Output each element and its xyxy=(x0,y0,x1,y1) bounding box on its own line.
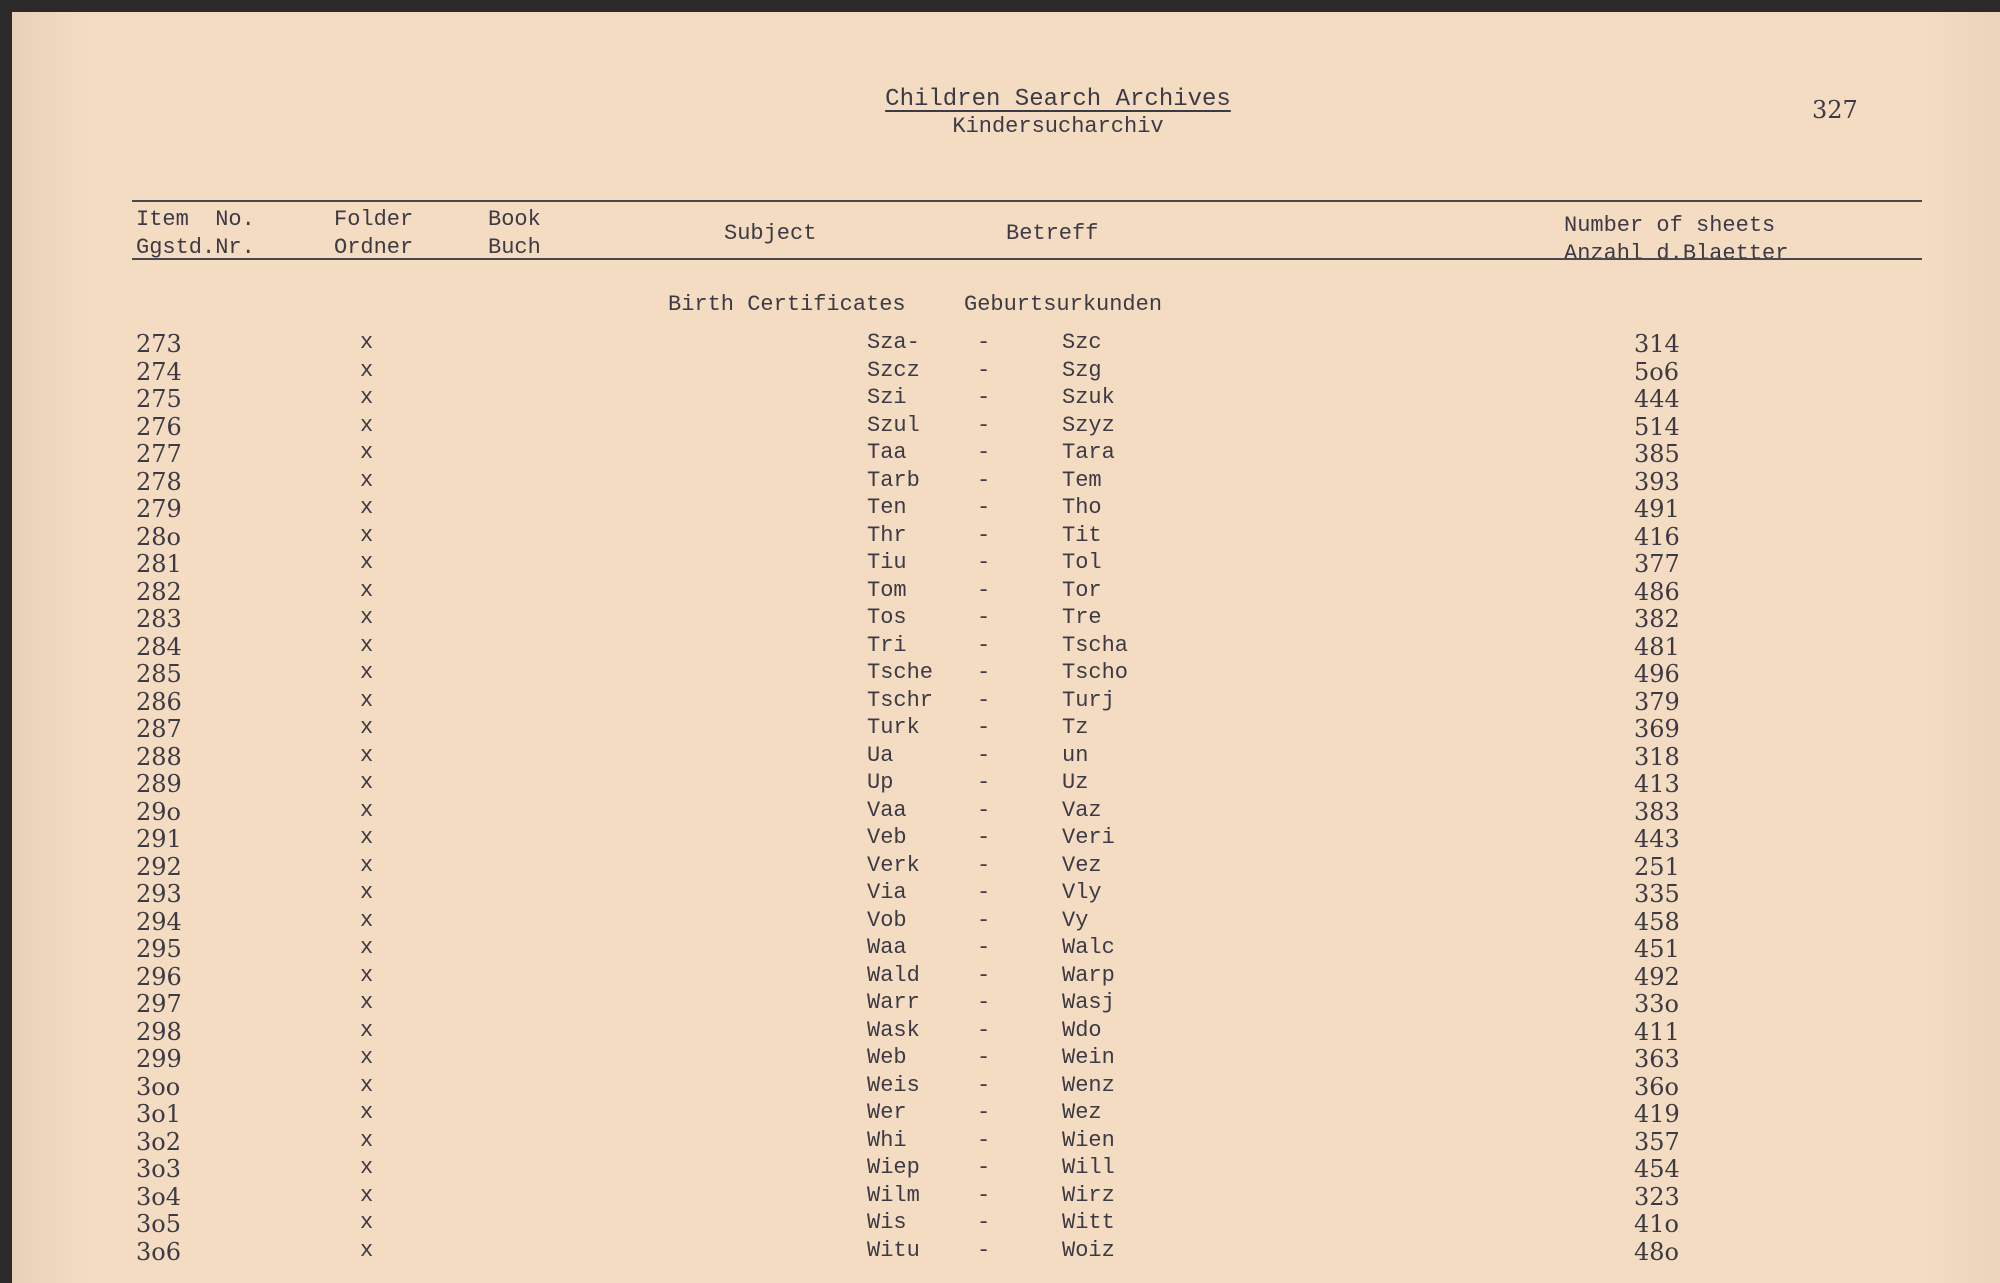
range-start: Sza- xyxy=(867,330,920,355)
folder-mark: x xyxy=(360,1127,374,1153)
range-dash: - xyxy=(977,1127,991,1153)
item-number: 29o xyxy=(136,797,181,826)
range-dash: - xyxy=(977,797,991,823)
range-start: Warr xyxy=(867,990,920,1015)
folder-mark: x xyxy=(360,797,374,823)
range-start: Tri xyxy=(867,632,907,658)
range-end: Will xyxy=(1062,1155,1115,1180)
item-number: 3o1 xyxy=(136,1100,181,1128)
sheet-count: 251 xyxy=(1634,852,1680,881)
table-row xyxy=(12,330,2000,358)
table-row xyxy=(12,1210,2000,1238)
folder-mark: x xyxy=(360,357,374,383)
range-start: Waa xyxy=(867,935,907,960)
range-dash: - xyxy=(977,1237,991,1263)
document-page xyxy=(12,12,2000,1283)
column-header-book-en: Book xyxy=(488,207,541,232)
folder-mark: x xyxy=(360,1155,374,1180)
sheet-count: 444 xyxy=(1634,385,1680,413)
range-dash: - xyxy=(977,605,991,630)
column-header-folder-de: Ordner xyxy=(334,235,414,260)
range-start: Tschr xyxy=(867,687,934,713)
range-start: Verk xyxy=(867,852,920,878)
folder-mark: x xyxy=(360,440,374,465)
range-start: Ten xyxy=(867,495,907,520)
item-number: 284 xyxy=(136,632,182,661)
sheet-count: 481 xyxy=(1634,632,1680,661)
page-number: 327 xyxy=(1812,96,1858,124)
table-row xyxy=(12,523,2000,551)
table-row xyxy=(12,798,2000,826)
item-number: 3o5 xyxy=(136,1210,181,1238)
range-end: Tscho xyxy=(1062,660,1129,685)
range-dash: - xyxy=(977,467,991,493)
range-start: Turk xyxy=(867,715,920,740)
folder-mark: x xyxy=(360,467,374,493)
sheet-count: 416 xyxy=(1634,522,1680,551)
page-subtitle: Kindersucharchiv xyxy=(952,114,1164,139)
header-bottom-rule xyxy=(132,258,1922,260)
range-end: Walc xyxy=(1062,935,1115,960)
range-start: Ua xyxy=(867,742,894,768)
range-start: Wilm xyxy=(867,1182,920,1208)
item-number: 295 xyxy=(136,935,182,963)
range-dash: - xyxy=(977,632,991,658)
table-row xyxy=(12,1238,2000,1266)
range-end: Tscha xyxy=(1062,632,1129,658)
range-start: Up xyxy=(867,770,894,795)
table-row xyxy=(12,660,2000,688)
range-start: Via xyxy=(867,880,907,905)
item-number: 289 xyxy=(136,770,182,798)
range-dash: - xyxy=(977,715,991,740)
table-row xyxy=(12,1183,2000,1211)
table-row xyxy=(12,743,2000,771)
range-dash: - xyxy=(977,962,991,988)
range-end: Vez xyxy=(1062,852,1102,878)
table-row xyxy=(12,578,2000,606)
table-row xyxy=(12,413,2000,441)
table-row xyxy=(12,495,2000,523)
range-start: Wer xyxy=(867,1100,907,1125)
range-dash: - xyxy=(977,577,991,603)
range-end: Wez xyxy=(1062,1100,1102,1125)
item-number: 292 xyxy=(136,852,182,881)
range-end: Tit xyxy=(1062,522,1102,548)
sheet-count: 369 xyxy=(1634,715,1680,743)
folder-mark: x xyxy=(360,577,374,603)
folder-mark: x xyxy=(360,990,374,1015)
range-dash: - xyxy=(977,935,991,960)
range-end: Tor xyxy=(1062,577,1102,603)
range-end: Tol xyxy=(1062,550,1102,575)
sheet-count: 363 xyxy=(1634,1045,1680,1073)
item-number: 28o xyxy=(136,522,181,551)
table-row xyxy=(12,385,2000,413)
folder-mark: x xyxy=(360,742,374,768)
folder-mark: x xyxy=(360,1045,374,1070)
range-start: Vaa xyxy=(867,797,907,823)
item-number: 273 xyxy=(136,330,182,358)
range-dash: - xyxy=(977,1017,991,1043)
sheet-count: 514 xyxy=(1634,412,1680,441)
table-row xyxy=(12,1073,2000,1101)
range-start: Wiep xyxy=(867,1155,920,1180)
range-start: Tos xyxy=(867,605,907,630)
range-end: Szg xyxy=(1062,357,1102,383)
column-header-folder xyxy=(334,206,413,262)
sheet-count: 357 xyxy=(1634,1127,1680,1156)
sheet-count: 379 xyxy=(1634,687,1680,716)
range-dash: - xyxy=(977,907,991,933)
table-row xyxy=(12,1100,2000,1128)
folder-mark: x xyxy=(360,1017,374,1043)
folder-mark: x xyxy=(360,660,374,685)
range-dash: - xyxy=(977,1210,991,1235)
column-header-sheets-en: Number of sheets xyxy=(1564,213,1776,238)
range-end: Veri xyxy=(1062,825,1115,850)
item-number: 299 xyxy=(136,1045,182,1073)
sheet-count: 33o xyxy=(1634,990,1679,1018)
table-row xyxy=(12,550,2000,578)
folder-mark: x xyxy=(360,412,374,438)
range-dash: - xyxy=(977,852,991,878)
range-end: Wenz xyxy=(1062,1072,1115,1098)
range-start: Vob xyxy=(867,907,907,933)
folder-mark: x xyxy=(360,935,374,960)
column-header-book-de: Buch xyxy=(488,235,541,260)
item-number: 288 xyxy=(136,742,182,771)
item-number: 283 xyxy=(136,605,182,633)
range-end: Warp xyxy=(1062,962,1115,988)
table-row xyxy=(12,1155,2000,1183)
sheet-count: 48o xyxy=(1634,1237,1679,1266)
sheet-count: 5o6 xyxy=(1634,357,1679,386)
range-start: Wis xyxy=(867,1210,907,1235)
range-start: Tiu xyxy=(867,550,907,575)
sheet-count: 377 xyxy=(1634,550,1680,578)
sheet-count: 314 xyxy=(1634,330,1680,358)
range-start: Wald xyxy=(867,962,920,988)
range-end: Turj xyxy=(1062,687,1115,713)
range-dash: - xyxy=(977,770,991,795)
sheet-count: 41o xyxy=(1634,1210,1679,1238)
range-end: Wdo xyxy=(1062,1017,1102,1043)
range-end: Vaz xyxy=(1062,797,1102,823)
range-start: Szcz xyxy=(867,357,920,383)
sheet-count: 382 xyxy=(1634,605,1680,633)
item-number: 276 xyxy=(136,412,182,441)
sheet-count: 323 xyxy=(1634,1182,1680,1211)
table-row xyxy=(12,853,2000,881)
item-number: 278 xyxy=(136,467,182,496)
column-header-item xyxy=(136,206,255,262)
sheet-count: 413 xyxy=(1634,770,1680,798)
item-number: 277 xyxy=(136,440,182,468)
sheet-count: 496 xyxy=(1634,660,1680,688)
folder-mark: x xyxy=(360,1182,374,1208)
range-end: Szc xyxy=(1062,330,1102,355)
page-title: Children Search Archives xyxy=(885,86,1231,113)
column-header-sheets-de: Anzahl d.Blaetter xyxy=(1564,241,1789,266)
column-header-book xyxy=(488,206,541,262)
sheet-count: 451 xyxy=(1634,935,1680,963)
folder-mark: x xyxy=(360,550,374,575)
folder-mark: x xyxy=(360,962,374,988)
range-dash: - xyxy=(977,660,991,685)
range-start: Wask xyxy=(867,1017,920,1043)
sheet-count: 443 xyxy=(1634,825,1680,853)
sheet-count: 383 xyxy=(1634,797,1680,826)
range-end: Wien xyxy=(1062,1127,1115,1153)
folder-mark: x xyxy=(360,715,374,740)
item-number: 274 xyxy=(136,357,182,386)
item-number: 297 xyxy=(136,990,182,1018)
sheet-count: 486 xyxy=(1634,577,1680,606)
sheet-count: 393 xyxy=(1634,467,1680,496)
range-dash: - xyxy=(977,825,991,850)
item-number: 296 xyxy=(136,962,182,991)
folder-mark: x xyxy=(360,330,374,355)
folder-mark: x xyxy=(360,605,374,630)
item-number: 279 xyxy=(136,495,182,523)
table-row xyxy=(12,935,2000,963)
range-dash: - xyxy=(977,522,991,548)
range-end: Uz xyxy=(1062,770,1089,795)
column-header-item-de: Ggstd.Nr. xyxy=(136,235,255,260)
folder-mark: x xyxy=(360,825,374,850)
table-row xyxy=(12,990,2000,1018)
folder-mark: x xyxy=(360,522,374,548)
table-row xyxy=(12,715,2000,743)
range-end: Tho xyxy=(1062,495,1102,520)
item-number: 293 xyxy=(136,880,182,908)
item-number: 3o6 xyxy=(136,1237,181,1266)
range-end: Tara xyxy=(1062,440,1115,465)
range-start: Veb xyxy=(867,825,907,850)
table-row xyxy=(12,880,2000,908)
folder-mark: x xyxy=(360,852,374,878)
item-number: 287 xyxy=(136,715,182,743)
column-header-folder-en: Folder xyxy=(334,207,414,232)
range-dash: - xyxy=(977,330,991,355)
table-row xyxy=(12,1018,2000,1046)
folder-mark: x xyxy=(360,1237,374,1263)
sheet-count: 458 xyxy=(1634,907,1680,936)
table-row xyxy=(12,633,2000,661)
range-dash: - xyxy=(977,550,991,575)
range-dash: - xyxy=(977,1100,991,1125)
item-number: 3o4 xyxy=(136,1182,181,1211)
range-dash: - xyxy=(977,495,991,520)
range-start: Weis xyxy=(867,1072,920,1098)
folder-mark: x xyxy=(360,1100,374,1125)
range-dash: - xyxy=(977,742,991,768)
range-dash: - xyxy=(977,440,991,465)
folder-mark: x xyxy=(360,495,374,520)
range-dash: - xyxy=(977,687,991,713)
sheet-count: 36o xyxy=(1634,1072,1679,1101)
range-dash: - xyxy=(977,412,991,438)
item-number: 282 xyxy=(136,577,182,606)
range-start: Tom xyxy=(867,577,907,603)
folder-mark: x xyxy=(360,1072,374,1098)
range-end: un xyxy=(1062,742,1089,768)
item-number: 3o3 xyxy=(136,1155,181,1183)
item-number: 285 xyxy=(136,660,182,688)
range-end: Wirz xyxy=(1062,1182,1115,1208)
table-row xyxy=(12,440,2000,468)
table-row xyxy=(12,1128,2000,1156)
section-label-de: Geburtsurkunden xyxy=(964,292,1163,317)
item-number: 291 xyxy=(136,825,182,853)
folder-mark: x xyxy=(360,687,374,713)
range-start: Szi xyxy=(867,385,907,410)
column-header-betreff: Betreff xyxy=(1006,221,1099,246)
range-start: Szul xyxy=(867,412,920,438)
table-row xyxy=(12,825,2000,853)
range-dash: - xyxy=(977,357,991,383)
range-end: Szuk xyxy=(1062,385,1115,410)
sheet-count: 318 xyxy=(1634,742,1680,771)
table-row xyxy=(12,605,2000,633)
range-start: Tarb xyxy=(867,467,920,493)
range-start: Tsche xyxy=(867,660,934,685)
range-end: Witt xyxy=(1062,1210,1115,1235)
folder-mark: x xyxy=(360,632,374,658)
item-number: 298 xyxy=(136,1017,182,1046)
table-row xyxy=(12,908,2000,936)
range-end: Wasj xyxy=(1062,990,1115,1015)
sheet-count: 492 xyxy=(1634,962,1680,991)
range-start: Taa xyxy=(867,440,907,465)
header-top-rule xyxy=(132,200,1922,202)
range-end: Szyz xyxy=(1062,412,1115,438)
range-start: Thr xyxy=(867,522,907,548)
sheet-count: 419 xyxy=(1634,1100,1680,1128)
folder-mark: x xyxy=(360,770,374,795)
range-end: Tz xyxy=(1062,715,1089,740)
sheet-count: 411 xyxy=(1634,1017,1680,1046)
sheet-count: 491 xyxy=(1634,495,1680,523)
column-header-subject: Subject xyxy=(724,221,817,246)
range-dash: - xyxy=(977,880,991,905)
range-dash: - xyxy=(977,385,991,410)
range-dash: - xyxy=(977,1182,991,1208)
table-row xyxy=(12,770,2000,798)
range-dash: - xyxy=(977,1045,991,1070)
range-start: Web xyxy=(867,1045,907,1070)
table-row xyxy=(12,688,2000,716)
range-start: Whi xyxy=(867,1127,907,1153)
table-row xyxy=(12,963,2000,991)
range-end: Tem xyxy=(1062,467,1102,493)
table-row xyxy=(12,358,2000,386)
folder-mark: x xyxy=(360,880,374,905)
folder-mark: x xyxy=(360,1210,374,1235)
range-dash: - xyxy=(977,1072,991,1098)
table-row xyxy=(12,468,2000,496)
item-number: 281 xyxy=(136,550,182,578)
item-number: 275 xyxy=(136,385,182,413)
section-label-en: Birth Certificates xyxy=(668,292,906,317)
item-number: 294 xyxy=(136,907,182,936)
range-end: Vly xyxy=(1062,880,1102,905)
column-header-item-en: Item No. xyxy=(136,207,255,232)
folder-mark: x xyxy=(360,385,374,410)
sheet-count: 385 xyxy=(1634,440,1680,468)
range-end: Vy xyxy=(1062,907,1089,933)
item-number: 286 xyxy=(136,687,182,716)
range-end: Woiz xyxy=(1062,1237,1115,1263)
range-dash: - xyxy=(977,1155,991,1180)
range-dash: - xyxy=(977,990,991,1015)
range-end: Wein xyxy=(1062,1045,1115,1070)
sheet-count: 454 xyxy=(1634,1155,1680,1183)
range-start: Witu xyxy=(867,1237,920,1263)
range-end: Tre xyxy=(1062,605,1102,630)
item-number: 3oo xyxy=(136,1072,181,1101)
item-number: 3o2 xyxy=(136,1127,181,1156)
sheet-count: 335 xyxy=(1634,880,1680,908)
table-row xyxy=(12,1045,2000,1073)
folder-mark: x xyxy=(360,907,374,933)
